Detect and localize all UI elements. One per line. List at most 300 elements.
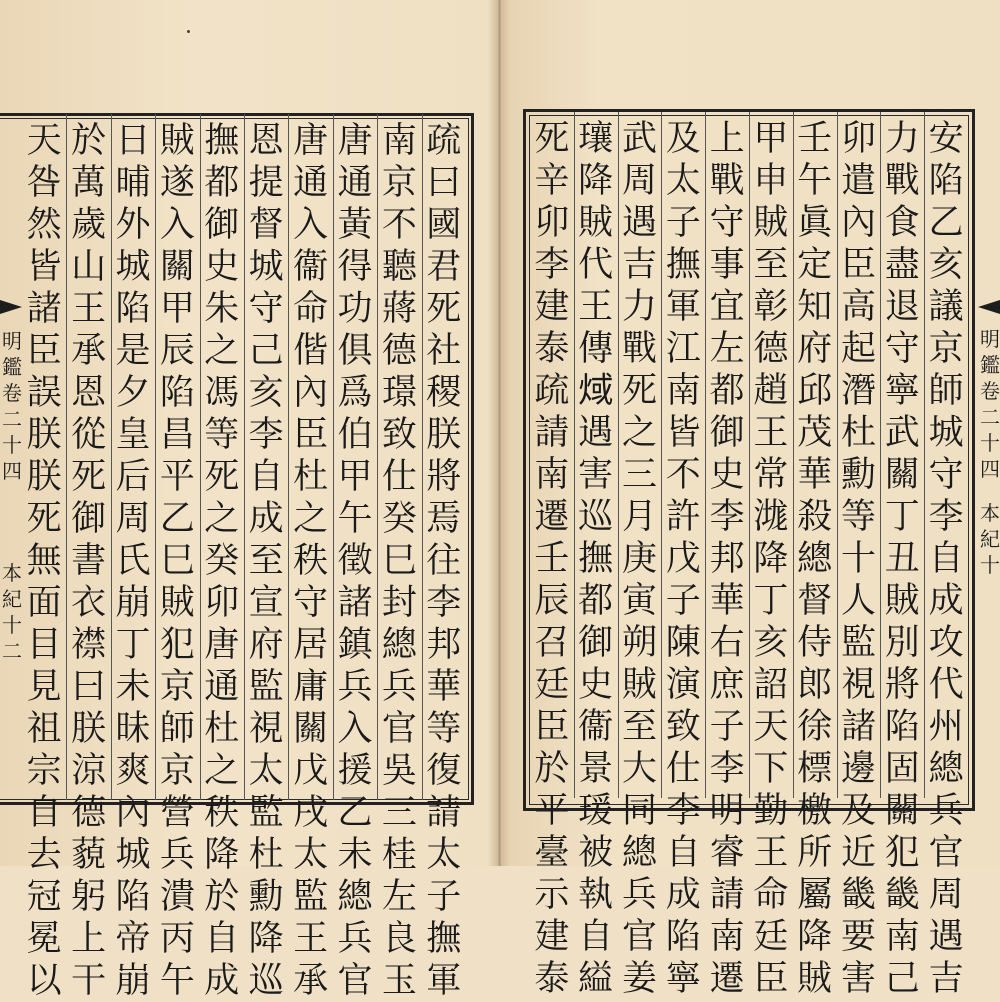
text-char: 撫 — [665, 245, 701, 285]
text-char: 總 — [797, 539, 833, 579]
margin-char: 鑑 — [2, 355, 22, 379]
text-char: 李 — [534, 245, 570, 285]
text-char: 姜 — [621, 959, 657, 999]
text-char: 遇 — [578, 413, 614, 453]
text-char: 史 — [578, 665, 614, 705]
text-char: 遣 — [840, 161, 876, 201]
text-char: 丁 — [115, 625, 151, 665]
text-column — [290, 120, 332, 1001]
text-char: 左 — [381, 877, 417, 917]
text-char: 爲 — [337, 373, 373, 413]
text-char: 蔣 — [381, 289, 417, 329]
text-char: 撫 — [578, 539, 614, 579]
text-char: 寧 — [884, 371, 920, 411]
text-char: 太 — [665, 161, 701, 201]
text-char: 遷 — [534, 497, 570, 537]
text-char: 焉 — [426, 499, 462, 539]
text-char: 崩 — [115, 961, 151, 1001]
text-char: 衣 — [71, 583, 107, 623]
text-column — [925, 118, 967, 999]
margin-char: 紀 — [980, 527, 1000, 551]
text-char: 聽 — [381, 247, 417, 287]
text-char: 壬 — [797, 119, 833, 159]
column-rule — [618, 112, 619, 798]
text-char: 偕 — [293, 331, 329, 371]
text-char: 丁 — [884, 497, 920, 537]
text-char: 盡 — [884, 245, 920, 285]
text-char: 子 — [665, 203, 701, 243]
text-char: 降 — [204, 835, 240, 875]
text-char: 總 — [621, 833, 657, 873]
text-char: 被 — [578, 833, 614, 873]
text-char: 城 — [115, 835, 151, 875]
column-rule — [574, 112, 575, 798]
text-char: 安 — [928, 119, 964, 159]
text-char: 陷 — [115, 289, 151, 329]
text-char: 兵 — [621, 875, 657, 915]
text-char: 等 — [204, 415, 240, 455]
text-char: 視 — [248, 709, 284, 749]
text-char: 降 — [248, 919, 284, 959]
text-char: 寅 — [621, 581, 657, 621]
text-char: 議 — [928, 287, 964, 327]
text-char: 趙 — [753, 371, 789, 411]
text-column — [619, 118, 661, 999]
text-char: 承 — [71, 331, 107, 371]
text-char: 未 — [337, 835, 373, 875]
text-char: 武 — [621, 119, 657, 159]
text-char: 德 — [753, 329, 789, 369]
text-char: 害 — [840, 959, 876, 999]
text-char: 李 — [709, 749, 745, 789]
text-char: 潰 — [159, 877, 195, 917]
text-char: 王 — [753, 833, 789, 873]
text-char: 申 — [753, 161, 789, 201]
text-char: 面 — [26, 583, 62, 623]
text-char: 知 — [797, 287, 833, 327]
text-char: 所 — [797, 833, 833, 873]
text-char: 死 — [204, 457, 240, 497]
text-char: 援 — [337, 751, 373, 791]
margin-char: 四 — [980, 457, 1000, 481]
text-char: 皇 — [115, 415, 151, 455]
text-char: 致 — [665, 707, 701, 747]
text-char: 賊 — [159, 583, 195, 623]
text-char: 降 — [797, 917, 833, 957]
text-char: 午 — [159, 961, 195, 1001]
text-char: 廷 — [534, 665, 570, 705]
column-rule — [837, 112, 838, 798]
column-rule — [200, 114, 201, 800]
text-char: 周 — [928, 875, 964, 915]
text-char: 右 — [709, 623, 745, 663]
book-gutter — [488, 0, 510, 866]
text-char: 請 — [426, 793, 462, 833]
text-char: 眞 — [797, 203, 833, 243]
text-char: 史 — [204, 247, 240, 287]
text-char: 癸 — [381, 499, 417, 539]
column-rule — [661, 112, 662, 798]
text-char: 午 — [337, 499, 373, 539]
text-char: 卯 — [534, 203, 570, 243]
text-char: 兵 — [159, 835, 195, 875]
text-char: 臣 — [293, 415, 329, 455]
text-char: 亥 — [928, 245, 964, 285]
text-char: 史 — [709, 455, 745, 495]
text-char: 咎 — [26, 163, 62, 203]
text-char: 王 — [753, 413, 789, 453]
text-char: 皆 — [665, 413, 701, 453]
text-char: 恩 — [71, 373, 107, 413]
text-char: 兵 — [928, 791, 964, 831]
text-char: 外 — [115, 205, 151, 245]
text-char: 自 — [26, 793, 62, 833]
right-inner-rule-left — [529, 115, 530, 805]
text-char: 巳 — [381, 541, 417, 581]
text-char: 唐 — [293, 121, 329, 161]
text-char: 官 — [621, 917, 657, 957]
text-char: 南 — [381, 121, 417, 161]
text-char: 畿 — [884, 875, 920, 915]
margin-char: 二 — [2, 639, 22, 663]
text-char: 仕 — [381, 457, 417, 497]
text-char: 人 — [840, 581, 876, 621]
text-char: 復 — [426, 751, 462, 791]
margin-char: 明 — [980, 327, 1000, 351]
text-char: 天 — [753, 707, 789, 747]
text-char: 無 — [26, 541, 62, 581]
text-column — [423, 120, 465, 1001]
text-char: 關 — [159, 247, 195, 287]
text-column — [201, 120, 243, 1001]
text-char: 社 — [426, 331, 462, 371]
text-char: 自 — [248, 457, 284, 497]
column-rule — [793, 112, 794, 798]
text-char: 內 — [293, 373, 329, 413]
text-char: 杜 — [293, 457, 329, 497]
text-char: 疏 — [426, 121, 462, 161]
text-char: 以 — [26, 961, 62, 1001]
text-char: 稷 — [426, 373, 462, 413]
text-char: 亥 — [248, 373, 284, 413]
text-char: 恩 — [248, 121, 284, 161]
text-char: 庸 — [293, 667, 329, 707]
text-char: 臣 — [840, 245, 876, 285]
text-char: 兵 — [337, 667, 373, 707]
text-char: 賊 — [621, 665, 657, 705]
text-char: 營 — [159, 793, 195, 833]
text-char: 仕 — [665, 749, 701, 789]
text-char: 師 — [928, 371, 964, 411]
text-char: 檄 — [797, 791, 833, 831]
text-char: 御 — [71, 499, 107, 539]
text-char: 后 — [115, 457, 151, 497]
left-inner-rule-top — [0, 118, 469, 119]
text-char: 黃 — [337, 205, 373, 245]
text-char: 總 — [381, 625, 417, 665]
text-char: 於 — [71, 121, 107, 161]
text-char: 秩 — [293, 541, 329, 581]
text-char: 高 — [840, 287, 876, 327]
text-char: 於 — [534, 749, 570, 789]
text-char: 通 — [293, 163, 329, 203]
text-column — [750, 118, 792, 999]
text-char: 甲 — [159, 289, 195, 329]
text-char: 子 — [665, 581, 701, 621]
text-char: 丑 — [884, 539, 920, 579]
text-char: 關 — [293, 709, 329, 749]
text-char: 庶 — [709, 665, 745, 705]
text-char: 侍 — [797, 623, 833, 663]
margin-char: 十 — [980, 431, 1000, 455]
text-column — [68, 120, 110, 1001]
text-char: 建 — [534, 917, 570, 957]
text-char: 死 — [71, 457, 107, 497]
column-rule — [924, 112, 925, 798]
text-char: 同 — [621, 791, 657, 831]
margin-char: 本 — [2, 561, 22, 585]
text-char: 自 — [578, 917, 614, 957]
text-column — [531, 118, 573, 999]
column-rule — [288, 114, 289, 800]
text-char: 夕 — [115, 373, 151, 413]
text-char: 陷 — [159, 373, 195, 413]
text-char: 成 — [665, 875, 701, 915]
text-char: 李 — [248, 415, 284, 455]
text-char: 巡 — [248, 961, 284, 1001]
text-char: 州 — [928, 707, 964, 747]
text-char: 撫 — [204, 121, 240, 161]
text-char: 起 — [840, 329, 876, 369]
text-char: 冕 — [26, 919, 62, 959]
text-char: 彰 — [753, 287, 789, 327]
text-char: 總 — [337, 877, 373, 917]
text-char: 乙 — [337, 793, 373, 833]
text-char: 王 — [71, 289, 107, 329]
text-char: 等 — [840, 497, 876, 537]
text-char: 子 — [709, 707, 745, 747]
text-char: 戌 — [293, 793, 329, 833]
text-char: 臣 — [753, 959, 789, 999]
text-char: 守 — [248, 289, 284, 329]
text-char: 卯 — [204, 583, 240, 623]
text-char: 德 — [381, 331, 417, 371]
text-char: 居 — [293, 625, 329, 665]
text-char: 守 — [928, 455, 964, 495]
text-char: 山 — [71, 247, 107, 287]
text-char: 伯 — [337, 415, 373, 455]
text-char: 執 — [578, 875, 614, 915]
text-char: 未 — [115, 667, 151, 707]
text-char: 督 — [797, 581, 833, 621]
text-char: 良 — [381, 919, 417, 959]
text-char: 戊 — [665, 539, 701, 579]
text-char: 崩 — [115, 583, 151, 623]
text-char: 南 — [709, 917, 745, 957]
text-char: 守 — [293, 583, 329, 623]
text-char: 巳 — [159, 541, 195, 581]
text-char: 太 — [426, 835, 462, 875]
text-char: 臣 — [534, 707, 570, 747]
text-char: 徐 — [797, 707, 833, 747]
text-char: 賊 — [884, 581, 920, 621]
text-char: 陷 — [928, 161, 964, 201]
text-char: 吳 — [381, 751, 417, 791]
text-char: 月 — [621, 497, 657, 537]
text-char: 監 — [293, 877, 329, 917]
text-char: 睿 — [709, 833, 745, 873]
text-column — [575, 118, 617, 999]
text-char: 唐 — [337, 121, 373, 161]
text-char: 關 — [884, 455, 920, 495]
text-char: 諸 — [26, 289, 62, 329]
text-char: 召 — [534, 623, 570, 663]
text-char: 鎮 — [337, 625, 373, 665]
text-char: 代 — [578, 245, 614, 285]
text-char: 不 — [381, 205, 417, 245]
text-char: 事 — [709, 245, 745, 285]
text-char: 建 — [534, 287, 570, 327]
text-char: 明 — [709, 791, 745, 831]
text-char: 潛 — [840, 371, 876, 411]
text-char: 歲 — [71, 205, 107, 245]
text-char: 遷 — [709, 959, 745, 999]
text-char: 死 — [534, 119, 570, 159]
text-char: 上 — [709, 119, 745, 159]
text-column — [23, 120, 65, 1001]
text-char: 太 — [248, 751, 284, 791]
text-char: 遂 — [159, 163, 195, 203]
text-char: 近 — [840, 833, 876, 873]
text-char: 至 — [621, 707, 657, 747]
text-char: 力 — [884, 119, 920, 159]
text-char: 之 — [204, 751, 240, 791]
text-char: 成 — [204, 961, 240, 1001]
text-char: 藐 — [71, 835, 107, 875]
text-char: 邊 — [840, 749, 876, 789]
right-inner-rule-right — [968, 115, 969, 805]
text-char: 將 — [426, 457, 462, 497]
text-char: 南 — [534, 455, 570, 495]
text-char: 庚 — [621, 539, 657, 579]
text-char: 兵 — [381, 667, 417, 707]
text-char: 師 — [159, 709, 195, 749]
text-char: 屬 — [797, 875, 833, 915]
text-char: 郎 — [797, 665, 833, 705]
text-char: 瑗 — [578, 791, 614, 831]
text-char: 總 — [928, 749, 964, 789]
text-char: 冠 — [26, 877, 62, 917]
text-char: 軍 — [426, 961, 462, 1001]
margin-char: 鑑 — [980, 353, 1000, 377]
text-char: 華 — [797, 455, 833, 495]
text-char: 京 — [159, 751, 195, 791]
text-char: 江 — [665, 329, 701, 369]
text-char: 干 — [71, 961, 107, 1001]
text-char: 日 — [115, 121, 151, 161]
text-char: 退 — [884, 287, 920, 327]
text-char: 封 — [381, 583, 417, 623]
text-char: 朕 — [26, 415, 62, 455]
margin-char: 紀 — [2, 587, 22, 611]
text-char: 京 — [159, 667, 195, 707]
text-char: 俱 — [337, 331, 373, 371]
text-char: 攻 — [928, 623, 964, 663]
text-char: 監 — [840, 623, 876, 663]
text-char: 演 — [665, 665, 701, 705]
text-char: 要 — [840, 917, 876, 957]
text-column — [378, 120, 420, 1001]
text-char: 目 — [26, 625, 62, 665]
left-margin-title — [0, 328, 24, 484]
text-char: 示 — [534, 875, 570, 915]
text-char: 於 — [204, 877, 240, 917]
column-rule — [155, 114, 156, 800]
text-column — [112, 120, 154, 1001]
text-char: 往 — [426, 541, 462, 581]
text-char: 王 — [578, 287, 614, 327]
text-char: 官 — [337, 961, 373, 1001]
text-char: 昌 — [159, 415, 195, 455]
text-column — [706, 118, 748, 999]
text-char: 賊 — [753, 203, 789, 243]
text-char: 內 — [840, 203, 876, 243]
text-char: 朱 — [204, 289, 240, 329]
text-char: 桂 — [381, 835, 417, 875]
right-margin-title — [978, 326, 1000, 482]
text-char: 縊 — [578, 959, 614, 999]
text-char: 子 — [426, 877, 462, 917]
text-char: 食 — [884, 203, 920, 243]
text-char: 甲 — [753, 119, 789, 159]
text-char: 華 — [426, 667, 462, 707]
text-char: 京 — [928, 329, 964, 369]
text-char: 昧 — [115, 709, 151, 749]
text-char: 李 — [665, 791, 701, 831]
text-char: 宜 — [709, 287, 745, 327]
text-char: 王 — [293, 919, 329, 959]
text-char: 己 — [884, 959, 920, 999]
text-char: 別 — [884, 623, 920, 663]
text-char: 曰 — [71, 667, 107, 707]
text-char: 賊 — [797, 959, 833, 999]
text-char: 唐 — [204, 625, 240, 665]
text-char: 城 — [928, 413, 964, 453]
left-inner-rule-right — [468, 118, 469, 800]
text-char: 許 — [665, 497, 701, 537]
text-char: 杜 — [840, 413, 876, 453]
text-char: 都 — [204, 163, 240, 203]
margin-char: 卷 — [980, 379, 1000, 403]
text-char: 賊 — [578, 203, 614, 243]
text-char: 邦 — [709, 539, 745, 579]
text-char: 巡 — [578, 497, 614, 537]
text-char: 御 — [709, 413, 745, 453]
text-column — [881, 118, 923, 999]
text-char: 周 — [621, 161, 657, 201]
text-char: 乙 — [159, 499, 195, 539]
text-char: 廷 — [753, 917, 789, 957]
text-char: 德 — [71, 793, 107, 833]
text-char: 朕 — [26, 457, 62, 497]
text-char: 諸 — [840, 707, 876, 747]
text-char: 茂 — [797, 413, 833, 453]
text-char: 視 — [840, 665, 876, 705]
text-char: 帝 — [115, 919, 151, 959]
text-char: 泰 — [534, 959, 570, 999]
text-char: 死 — [26, 499, 62, 539]
text-char: 誤 — [26, 373, 62, 413]
